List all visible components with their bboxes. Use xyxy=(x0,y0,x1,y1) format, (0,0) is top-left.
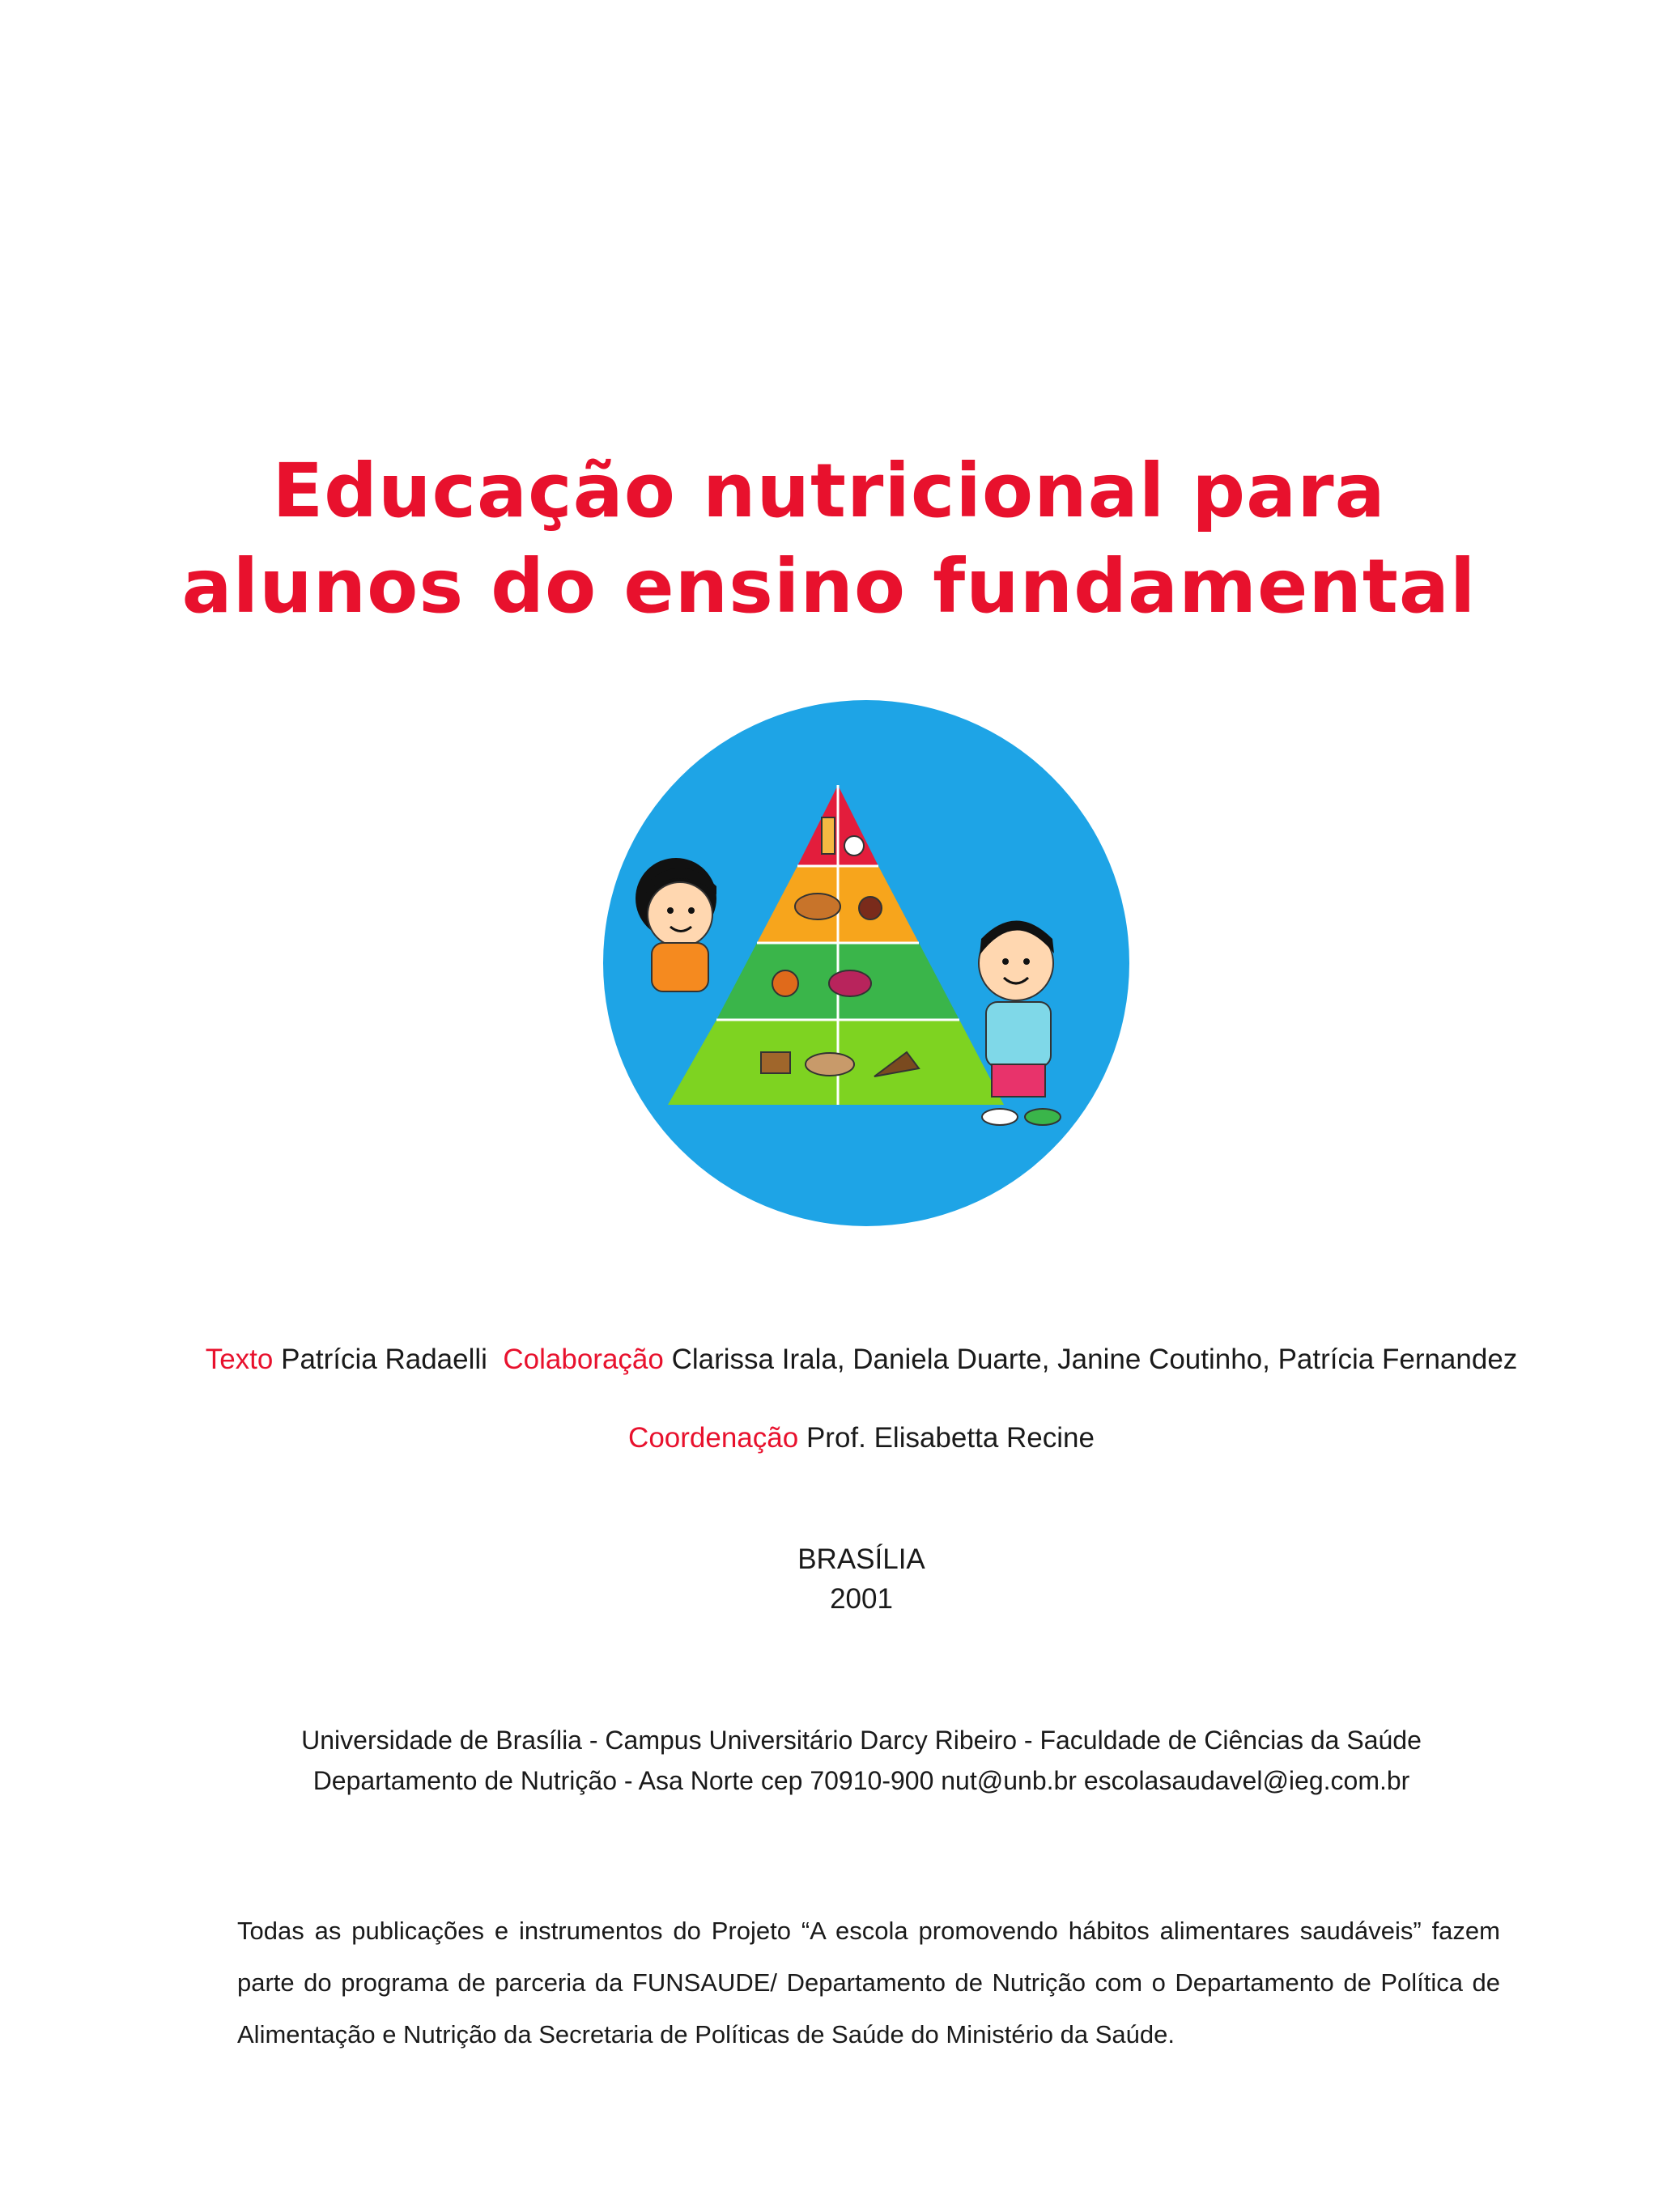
credits-line-coordination xyxy=(32,1422,1658,1454)
address-line-2: Departamento de Nutrição - Asa Norte cep 70910-900 nut@unb.br escolasaudavel@ieg.com.br xyxy=(312,1766,1410,1795)
texto-value: Patrícia Radaelli xyxy=(281,1344,487,1375)
title-line-2: alunos do ensino fundamental xyxy=(181,543,1477,630)
food-pyramid-with-children-icon xyxy=(599,696,1133,1230)
title-line-1: Educação nutricional para xyxy=(272,448,1386,534)
partnership-notice: Todas as publicações e instrumentos do Projeto “A escola promovendo hábitos alimentares saudáveis” fazem parte do programa de parceria da FUNSAUDE/ Departamento de Nutrição com o Departamento de Política de Alimentação e Nutrição da Secretaria de Políticas de Saúde do Ministério da Saúde. xyxy=(237,1917,1500,2049)
texto-label: Texto xyxy=(205,1344,274,1375)
place-and-year xyxy=(32,1539,1658,1619)
address-line-1: Universidade de Brasília - Campus Universitário Darcy Ribeiro - Faculdade de Ciências da Saúde xyxy=(301,1726,1422,1755)
page-title xyxy=(0,444,1658,635)
coordenacao-value: Prof. Elisabetta Recine xyxy=(806,1422,1095,1454)
credits-line-authors xyxy=(32,1344,1658,1376)
year: 2001 xyxy=(830,1583,893,1615)
coordenacao-label: Coordenação xyxy=(628,1422,799,1454)
city: BRASÍLIA xyxy=(797,1543,925,1575)
colaboracao-value: Clarissa Irala, Daniela Duarte, Janine Coutinho, Patrícia Fernandez xyxy=(671,1344,1518,1375)
colaboracao-label: Colaboração xyxy=(503,1344,664,1375)
institution-address xyxy=(32,1720,1658,1801)
